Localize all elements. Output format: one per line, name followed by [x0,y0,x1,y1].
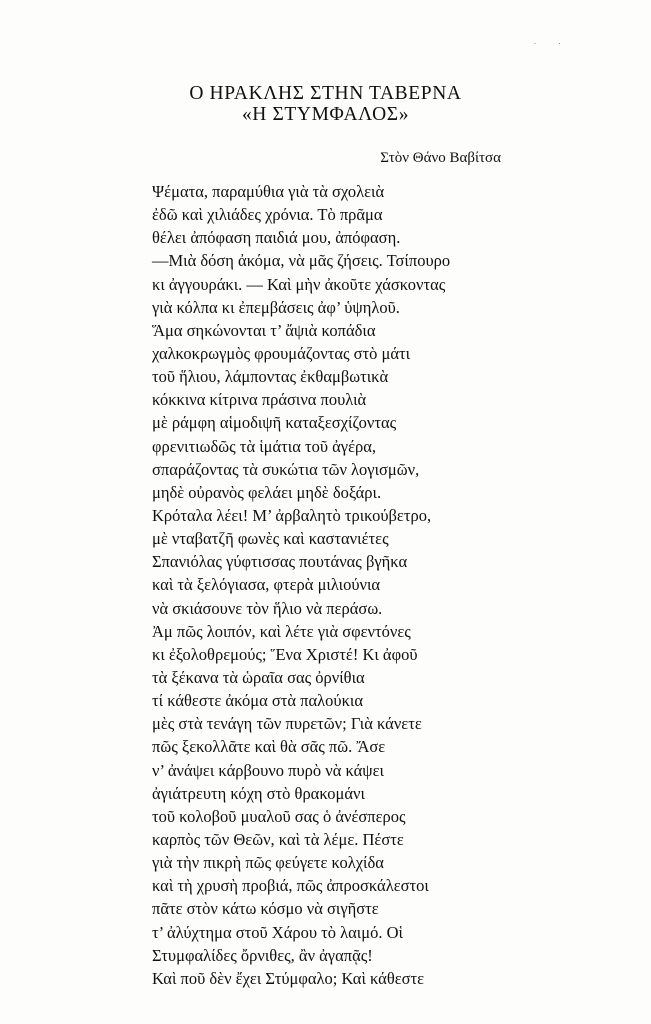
poem-line: κι ἀγγουράκι. — Καὶ μὴν ἀκοῦτε χάσκοντας [152,274,446,294]
poem-line: μὲς στὰ τενάγη τῶν πυρετῶν; Γιὰ κάνετε [152,714,422,734]
poem-line: καρπὸς τῶν Θεῶν, καὶ τὰ λέμε. Πέστε [152,829,404,849]
poem-line: πᾶτε στὸν κάτω κόσμο νὰ σιγῆστε [152,899,379,919]
poem-line: θέλει ἀπόφαση παιδιά μου, ἀπόφαση. [152,228,401,248]
poem-title-line-2: «Η ΣΤΥΜΦΑΛΟΣ» [241,104,410,125]
poem-line: τ’ ἀλύχτημα στοῦ Χάρου τὸ λαιμό. Οἱ [152,922,403,942]
poem-line: τὰ ξέκανα τὰ ὡραῖα σας ὀρνίθια [152,667,365,687]
poem-line: Κρόταλα λέει! Μ’ ἀρβαλητὸ τρικούβετρο, [152,505,432,525]
poem-line: Στυμφαλίδες ὄρνιθες, ἂν ἀγαπᾷς! [152,945,373,965]
dedication: Στὸν Θάνο Βαβίτσα [380,150,501,166]
poem-line: Καὶ ποῦ δὲν ἔχει Στύμφαλο; Καὶ κάθεστε [152,968,425,988]
poem-line: ἀγιάτρευτη κόχη στὸ θρακομάνι [152,783,365,803]
poem-line: ἐδῶ καὶ χιλιάδες χρόνια. Τὸ πρᾶμα [152,205,383,225]
poem-line: μηδὲ οὐρανὸς φελάει μηδὲ δοξάρι. [152,482,382,502]
poem-line: φρενιτιωδῶς τὰ ἱμάτια τοῦ ἀγέρα, [152,436,377,456]
poem-line: Ἅμα σηκώνονται τ’ ἄψιὰ κοπάδια [152,320,376,340]
poem-line: γιὰ τὴν πικρὴ πῶς φεύγετε κολχίδα [152,853,384,873]
poem-line: μὲ νταβατζῆ φωνὲς καὶ καστανιέτες [152,529,389,549]
poem-line: Ἀμ πῶς λοιπόν, καὶ λέτε γιὰ σφεντόνες [152,621,411,641]
poem-line: καὶ τὴ χρυσὴ προβιά, πῶς ἀπροσκάλεστοι [152,876,429,896]
poem-line: χαλκοκρωγμὸς φρουμάζοντας στὸ μάτι [152,343,411,363]
poem-line: Σπανιόλας γύφτισσας πουτάνας βγῆκα [152,552,408,572]
poem-line: πῶς ξεκολλᾶτε καὶ θὰ σᾶς πῶ. Ἄσε [152,737,386,757]
poem-line: κι ἐξολοθρεμούς; Ἕνα Χριστέ! Κι ἀφοῦ [152,644,418,664]
paper-specks: · · [534,40,571,48]
poem-body [152,180,492,990]
poem-line: Ψέματα, παραμύθια γιὰ τὰ σχολειὰ [152,182,385,201]
poem-line: τί κάθεστε ἀκόμα στὰ παλούκια [152,691,363,711]
poem-line: νὰ σκιάσουνε τὸν ἥλιο νὰ περάσω. [152,598,383,618]
poem-line: κόκκινα κίτρινα πράσινα πουλιὰ [152,390,367,410]
poem-line: σπαράζοντας τὰ συκώτια τῶν λογισμῶν, [152,459,420,479]
poem-line: καὶ τὰ ξελόγιασα, φτερὰ μιλιούνια [152,575,381,595]
poem-line: γιὰ κόλπα κι ἐπεμβάσεις ἀφ’ ὑψηλοῦ. [152,297,400,317]
poem-line: μὲ ράμφη αἱμοδιψῆ καταξεσχίζοντας [152,413,397,433]
poem-line: —Μιὰ δόση ἀκόμα, νὰ μᾶς ζήσεις. Τσίπουρο [152,251,451,271]
poem-line: τοῦ ἥλιου, λάμποντας ἐκθαμβωτικὰ [152,367,389,387]
poem-line: τοῦ κολοβοῦ μυαλοῦ σας ὁ ἀνέσπερος [152,806,406,826]
poem-line: ν’ ἀνάψει κάρβουνο πυρὸ νὰ κάψει [152,760,384,780]
poem-title-line-1: Ο ΗΡΑΚΛΗΣ ΣΤΗΝ ΤΑΒΕΡΝΑ [189,83,462,104]
